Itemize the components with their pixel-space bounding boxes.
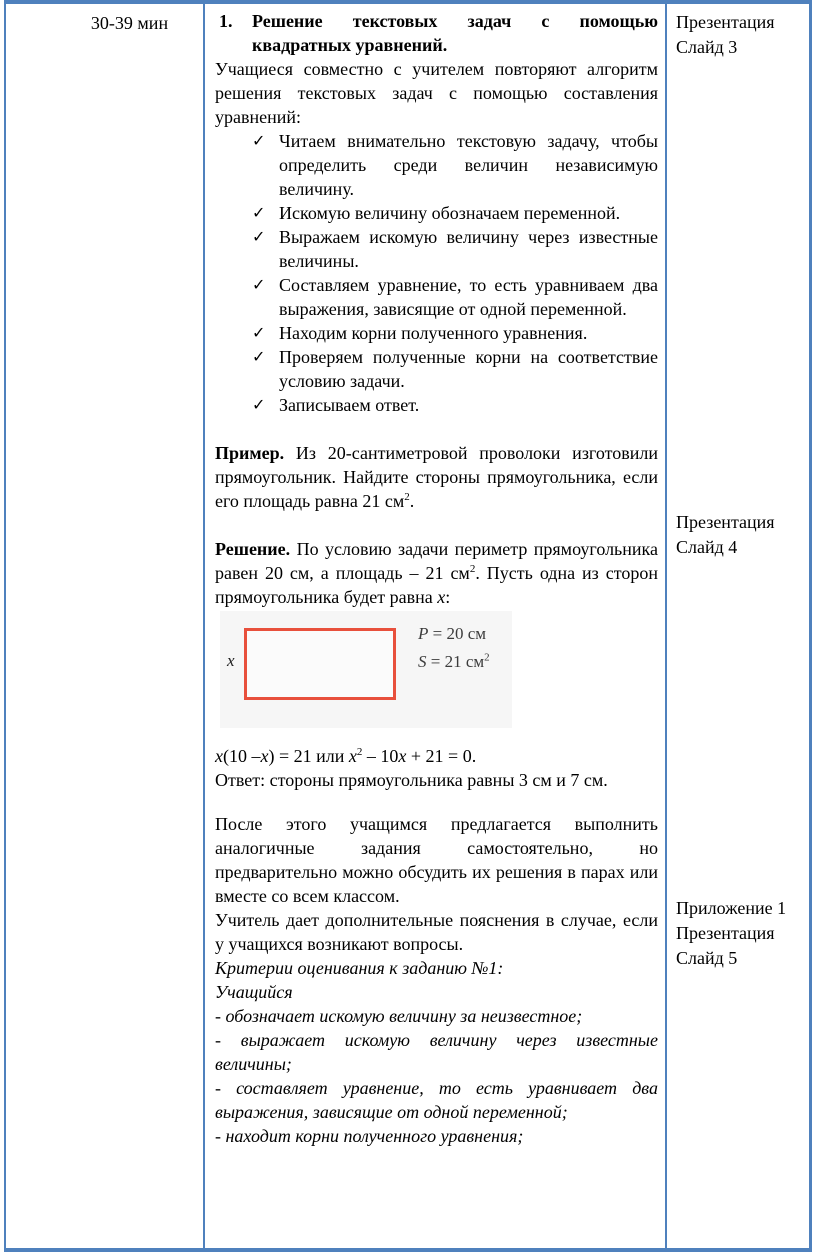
algorithm-step-text: Читаем внимательно текстовую задачу, чтобы определить среди величин независимую величину. bbox=[279, 131, 658, 199]
algorithm-step bbox=[215, 321, 658, 345]
algorithm-checklist bbox=[215, 129, 658, 417]
time-column bbox=[6, 4, 203, 1248]
algorithm-step bbox=[215, 129, 658, 201]
figure-perimeter-label: P = 20 см bbox=[418, 624, 487, 643]
checkmark-icon: ✓ bbox=[252, 275, 266, 294]
resource-line: Презентация bbox=[676, 923, 775, 943]
time-value: 30-39 мин bbox=[90, 13, 169, 33]
algorithm-step bbox=[215, 393, 658, 417]
figure-side-label: x bbox=[227, 651, 235, 670]
criteria-item: - обозначает искомую величину за неизвестное; bbox=[215, 1006, 583, 1026]
algorithm-step-text: Находим корни полученного уравнения. bbox=[279, 323, 588, 343]
rectangle-figure bbox=[220, 611, 512, 728]
activity-heading bbox=[215, 9, 658, 57]
checkmark-icon: ✓ bbox=[252, 227, 266, 246]
figure-area-label: S = 21 $см^2$ bbox=[418, 651, 490, 671]
resource-line: Презентация bbox=[676, 12, 775, 32]
resource-line: Слайд 3 bbox=[676, 37, 738, 57]
resource-line: Слайд 5 bbox=[676, 948, 738, 968]
checkmark-icon: ✓ bbox=[252, 347, 266, 366]
solution-paragraph: Решение. По условию задачи периметр прямоугольника равен 20 см, а площадь – 21 $см^2$. Пусть одна из сторон прямоугольника будет равна x: bbox=[215, 539, 658, 607]
activity-heading-text: Решение текстовых задач с помощью квадратных уравнений. bbox=[252, 11, 658, 55]
checkmark-icon: ✓ bbox=[252, 131, 266, 150]
algorithm-step bbox=[215, 225, 658, 273]
resource-ref-slide4 bbox=[676, 510, 807, 560]
activity-heading-number: 1. bbox=[219, 11, 233, 31]
algorithm-step-text: Искомую величину обозначаем переменной. bbox=[279, 203, 621, 223]
intro-paragraph: Учащиеся совместно с учителем повторяют алгоритм решения текстовых задач с помощью составления уравнений: bbox=[215, 59, 658, 127]
figure-formulas bbox=[418, 620, 490, 676]
checkmark-icon: ✓ bbox=[252, 395, 266, 414]
answer-line: Ответ: стороны прямоугольника равны 3 см и 7 см. bbox=[215, 770, 608, 790]
teacher-paragraph: Учитель дает дополнительные пояснения в случае, если у учащихся возникают вопросы. bbox=[215, 910, 658, 954]
checkmark-icon: ✓ bbox=[252, 323, 266, 342]
criteria-item: - находит корни полученного уравнения; bbox=[215, 1126, 524, 1146]
criteria-title: Критерии оценивания к заданию №1: bbox=[215, 958, 504, 978]
algorithm-step-text: Проверяем полученные корни на соответствие условию задачи. bbox=[279, 347, 658, 391]
algorithm-step bbox=[215, 345, 658, 393]
lesson-plan-table bbox=[4, 0, 812, 1252]
algorithm-step-text: Записываем ответ. bbox=[279, 395, 420, 415]
algorithm-step bbox=[215, 201, 658, 225]
figure-rectangle bbox=[244, 628, 396, 700]
algorithm-step-text: Выражаем искомую величину через известные величины. bbox=[279, 227, 658, 271]
algorithm-step bbox=[215, 273, 658, 321]
resource-ref-slide3 bbox=[676, 10, 807, 60]
resource-line: Слайд 4 bbox=[676, 537, 738, 557]
selfwork-paragraph: После этого учащимся предлагается выполнить аналогичные задания самостоятельно, но предварительно можно обсудить их решения в парах или вместе со всем классом. bbox=[215, 814, 658, 906]
resource-line: Приложение 1 bbox=[676, 898, 787, 918]
resource-line: Презентация bbox=[676, 512, 775, 532]
criteria-item: - выражает искомую величину через известные величины; bbox=[215, 1030, 658, 1074]
checkmark-icon: ✓ bbox=[252, 203, 266, 222]
criteria-item: - составляет уравнение, то есть уравнивает два выражения, зависящие от одной переменной; bbox=[215, 1078, 658, 1122]
example-paragraph: Пример. Из 20-сантиметровой проволоки изготовили прямоугольник. Найдите стороны прямоугольника, если его площадь равна 21 $см^2$. bbox=[215, 443, 658, 511]
equation-line: x(10 –x) = 21 или $x^2 - 10x + 21 = 0$. bbox=[215, 746, 477, 766]
resource-ref-slide5 bbox=[676, 896, 807, 971]
algorithm-step-text: Составляем уравнение, то есть уравниваем два выражения, зависящие от одной переменной. bbox=[279, 275, 658, 319]
criteria-subject: Учащийся bbox=[215, 982, 293, 1002]
resources-column bbox=[665, 4, 809, 1248]
activity-column bbox=[203, 4, 665, 1248]
